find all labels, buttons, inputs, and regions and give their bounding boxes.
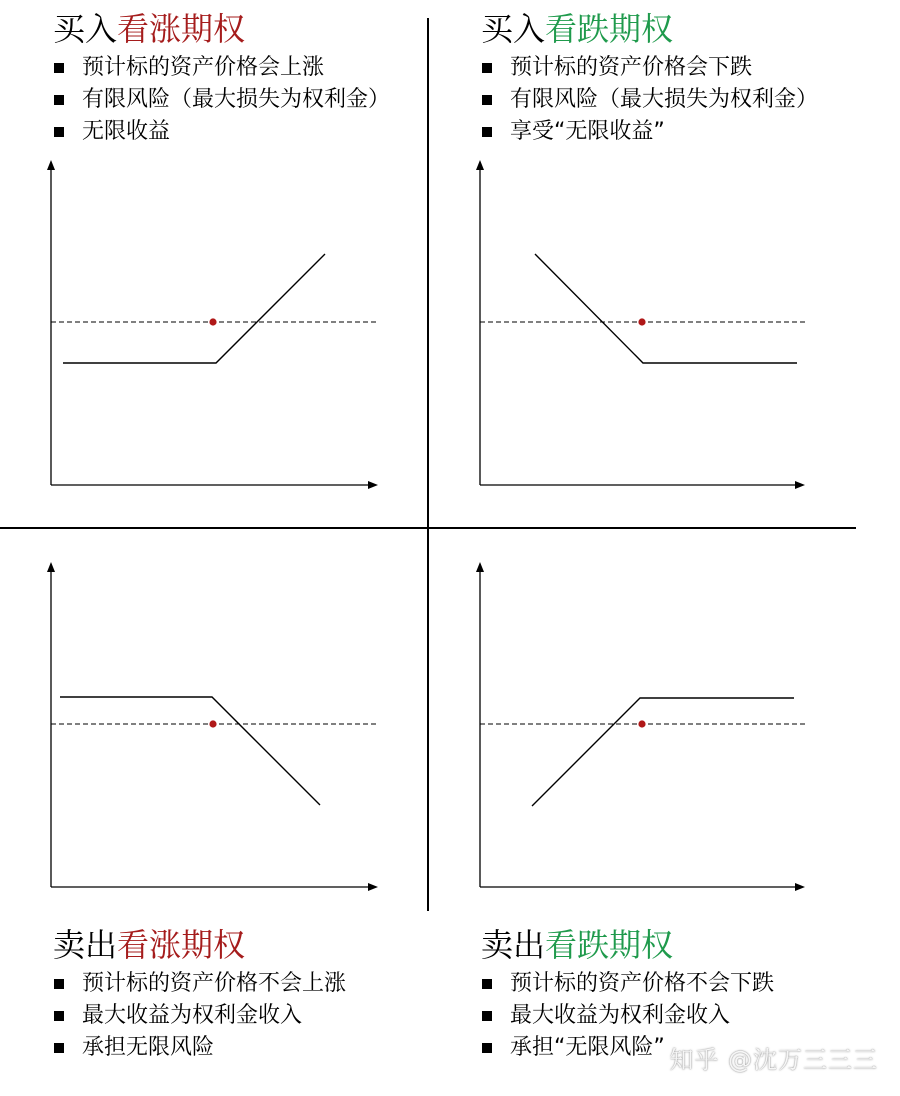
bullet-item: 最大收益为权利金收入	[52, 1000, 346, 1032]
long-call-title-option: 看涨期权	[117, 10, 246, 48]
short-put-title-prefix: 卖出	[481, 926, 546, 964]
bullet-item: 承担无限风险	[52, 1032, 346, 1064]
bullet-item: 有限风险（最大损失为权利金）	[52, 84, 390, 116]
bullet-item: 最大收益为权利金收入	[480, 1000, 774, 1032]
long-put-title-prefix: 买入	[481, 10, 546, 48]
y-axis-arrow-icon	[476, 562, 484, 572]
short-put-axes	[480, 570, 797, 887]
bullet-item: 预计标的资产价格不会下跌	[480, 968, 774, 1000]
short-call-title-prefix: 卖出	[53, 926, 118, 964]
payoff-line	[532, 698, 794, 806]
bullet-item: 无限收益	[52, 116, 390, 148]
bullet-item: 预计标的资产价格不会上涨	[52, 968, 346, 1000]
long-call-title-prefix: 买入	[53, 10, 118, 48]
bullet-item: 承担“无限风险”	[480, 1032, 774, 1064]
short-call-title-option: 看涨期权	[117, 926, 246, 964]
x-axis-arrow-icon	[795, 883, 805, 891]
short-put-title	[481, 926, 673, 964]
strike-point	[638, 720, 645, 727]
long-put-title-option: 看跌期权	[545, 10, 674, 48]
bullet-item: 预计标的资产价格会下跌	[480, 52, 818, 84]
bullet-item: 享受“无限收益”	[480, 116, 818, 148]
bullet-item: 预计标的资产价格会上涨	[52, 52, 390, 84]
short-put-title-option: 看跌期权	[545, 926, 674, 964]
bullet-item: 有限风险（最大损失为权利金）	[480, 84, 818, 116]
watermark: 知乎 @沈万三三三	[669, 1046, 878, 1074]
